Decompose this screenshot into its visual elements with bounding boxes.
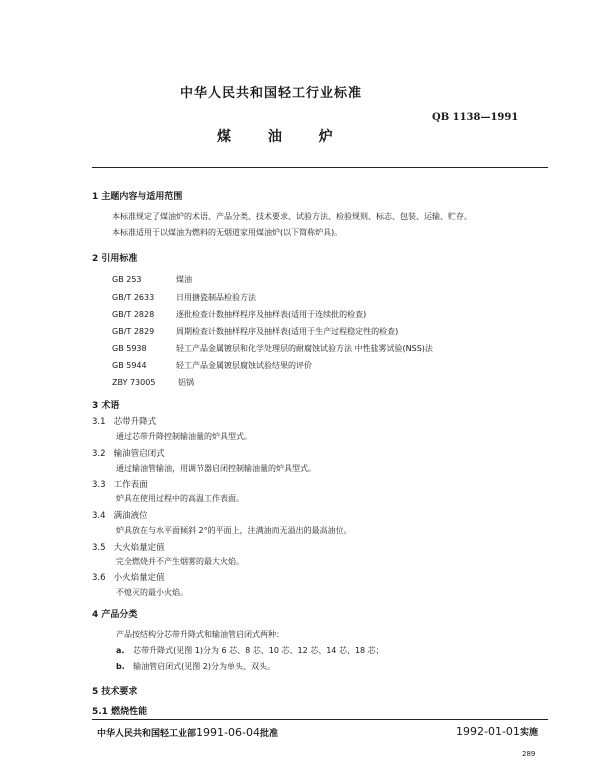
page-number: 289: [522, 750, 536, 758]
term-number: 3.5: [92, 543, 106, 553]
term-heading: [92, 509, 148, 521]
section-2-heading: 2 引用标准: [92, 254, 138, 264]
reference-code: GB/T 2633: [112, 293, 155, 302]
reference-title: 轻工产品金属镀层腐蚀试验结果的评价: [176, 361, 312, 370]
implementation-date: 1992-01-01: [456, 725, 520, 738]
term-definition: 完全燃烧并不产生烟雾的最大火焰。: [116, 557, 244, 566]
term-heading: [92, 447, 165, 459]
term-number: 3.6: [92, 573, 106, 583]
implementation-line: [456, 725, 538, 738]
term-name: 满油液位: [113, 511, 148, 521]
list-marker: b.: [116, 662, 125, 671]
reference-code: GB/T 2828: [112, 310, 155, 319]
term-number: 3.3: [92, 480, 106, 490]
reference-item: [112, 343, 433, 354]
reference-item: [112, 309, 366, 320]
term-definition: 通过芯带升降控制输油量的炉具型式。: [116, 432, 252, 441]
paragraph: 产品按结构分芯带升降式和输油管启闭式两种：: [116, 630, 284, 639]
reference-code: GB 5944: [112, 361, 147, 370]
document-title: 煤 油 炉: [217, 129, 349, 145]
term-name: 输油管启闭式: [113, 449, 165, 459]
reference-code: GB 253: [112, 275, 142, 284]
reference-title: 轻工产品金属镀层和化学处理层的耐腐蚀试验方法 中性盐雾试验(NSS)法: [176, 344, 433, 353]
reference-item: [112, 274, 192, 285]
list-text: 输油管启闭式(见图 2)分为单头、双头。: [133, 662, 275, 671]
list-text: 芯带升降式(见图 1)分为 6 芯、8 芯、10 芯、12 芯、14 芯、18 芯；: [133, 646, 384, 655]
footer-divider: [92, 719, 548, 720]
header-divider: [92, 167, 548, 168]
approval-date: 1991-06-04: [196, 726, 260, 739]
term-definition: 通过输油管输油，用调节器启闭控制输油量的炉具型式。: [116, 464, 316, 473]
reference-item: [112, 292, 256, 303]
list-item: [116, 645, 384, 656]
term-name: 大火焰量定值: [113, 543, 165, 553]
standard-number-text: QB 1138—1991: [432, 112, 519, 123]
standard-number: [432, 112, 518, 123]
term-definition: 炉具在使用过程中的高温工作表面。: [116, 494, 244, 503]
paragraph: 本标准适用于以煤油为燃料的无烟道家用煤油炉(以下简称炉具)。: [112, 228, 343, 237]
term-heading: [92, 415, 156, 427]
reference-code: GB/T 2829: [112, 327, 155, 336]
reference-item: [112, 360, 312, 371]
reference-title: 日用搪瓷制品检验方法: [176, 293, 256, 302]
term-name: 芯带升降式: [113, 417, 157, 427]
reference-code: ZBY 73005: [112, 378, 156, 387]
section-4-heading: 4 产品分类: [92, 610, 138, 620]
term-definition: 炉具放在与水平面倾斜 2°的平面上，注满油而无溢出的最高油位。: [116, 526, 352, 535]
implementation-suffix: 实施: [519, 728, 538, 738]
approval-suffix: 批准: [259, 729, 278, 739]
term-heading: [92, 571, 165, 583]
reference-item: [112, 326, 398, 337]
reference-title: 煤油: [176, 275, 192, 284]
reference-title: 铝锅: [178, 378, 194, 387]
list-marker: a.: [116, 646, 125, 655]
section-1-heading: 1 主题内容与适用范围: [92, 192, 183, 202]
approval-line: [97, 726, 278, 739]
publisher-name: 中华人民共和国轻工业部: [97, 729, 197, 739]
term-number: 3.1: [92, 417, 106, 427]
term-definition: 不熄灭的最小火焰。: [116, 588, 188, 597]
subsection-5-1-heading: 5.1 燃烧性能: [92, 707, 148, 717]
reference-code: GB 5938: [112, 344, 147, 353]
reference-item: [112, 377, 194, 388]
term-number: 3.2: [92, 449, 106, 459]
reference-title: 逐批检查计数抽样程序及抽样表(适用于连续批的检查): [176, 310, 367, 319]
section-3-heading: 3 术语: [92, 401, 120, 411]
issuer-title: 中华人民共和国轻工行业标准: [180, 86, 363, 101]
term-name: 小火焰量定值: [113, 573, 165, 583]
reference-title: 周期检查计数抽样程序及抽样表(适用于生产过程稳定性的检查): [176, 327, 399, 336]
term-heading: [92, 541, 165, 553]
term-number: 3.4: [92, 511, 106, 521]
paragraph: 本标准规定了煤油炉的术语、产品分类、技术要求、试验方法、检验规则、标志、包装、运输、贮存。: [112, 212, 472, 221]
term-name: 工作表面: [113, 480, 148, 490]
term-heading: [92, 478, 148, 490]
section-5-heading: 5 技术要求: [92, 687, 138, 697]
list-item: [116, 661, 275, 672]
